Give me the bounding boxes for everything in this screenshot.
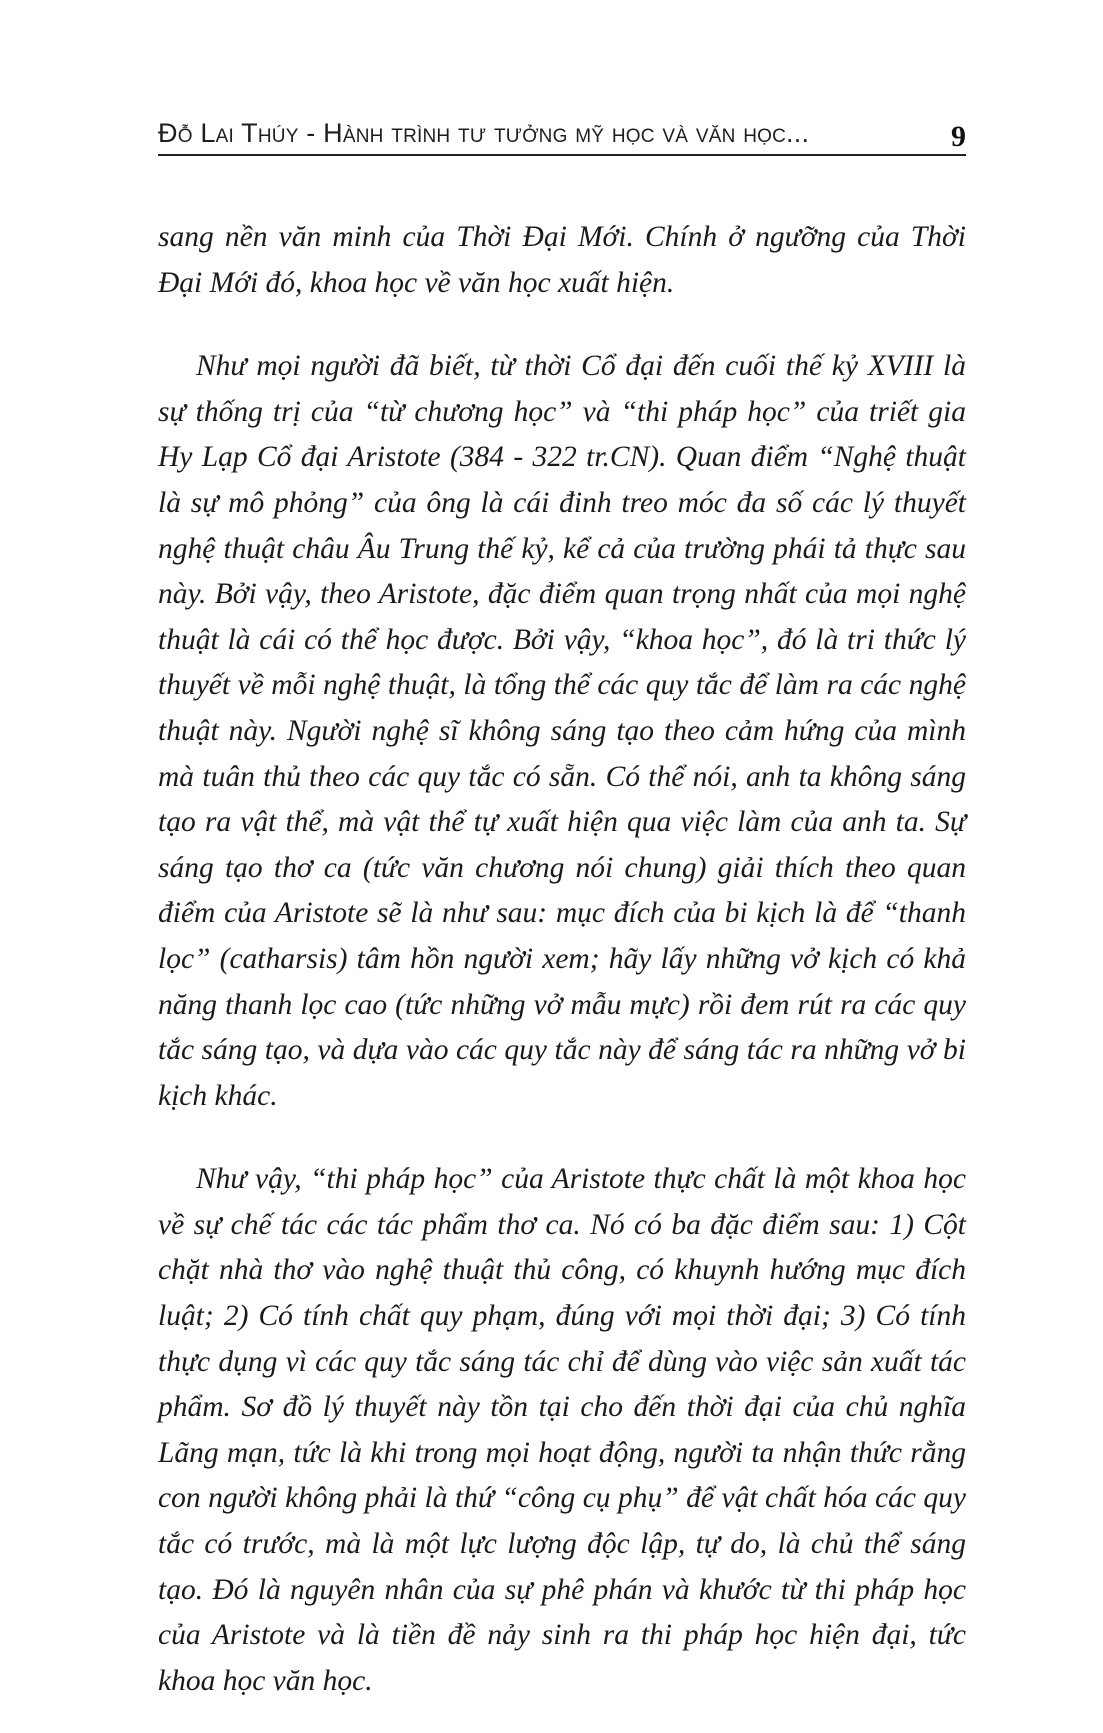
paragraph: Như mọi người đã biết, từ thời Cổ đại đến cuối thế kỷ XVIII là sự thống trị của “từ chương học” và “thi pháp học” của triết gia Hy Lạp Cổ đại Aristote (384 - 322 tr.CN). Quan điểm “Nghệ thuật là sự mô phỏng” của ông là cái đinh treo móc đa số các lý thuyết nghệ thuật châu Âu Trung thế kỷ, kể cả của trường phái tả thực sau này. Bởi vậy, theo Aristote, đặc điểm quan trọng nhất của mọi nghệ thuật là cái có thể học được. Bởi vậy, “khoa học”, đó là tri thức lý thuyết về mỗi nghệ thuật, là tổng thể các quy tắc để làm ra các nghệ thuật này. Người nghệ sĩ không sáng tạo theo cảm hứng của mình mà tuân thủ theo các quy tắc có sẵn. Có thể nói, anh ta không sáng tạo ra vật thể, mà vật thể tự xuất hiện qua việc làm của anh ta. Sự sáng tạo thơ ca (tức văn chương nói chung) giải thích theo quan điểm của Aristote sẽ là như sau: mục đích của bi kịch là để “thanh lọc” (catharsis) tâm hồn người xem; hãy lấy những vở kịch có khả năng thanh lọc cao (tức những vở mẫu mực) rồi đem rút ra các quy tắc sáng tạo, và dựa vào các quy tắc này để sáng tác ra những vở bi kịch khác. — [158, 350, 966, 1112]
header-rule — [158, 154, 966, 156]
paragraph: Như vậy, “thi pháp học” của Aristote thực chất là một khoa học về sự chế tác các tác phẩm thơ ca. Nó có ba đặc điểm sau: 1) Cột chặt nhà thơ vào nghệ thuật thủ công, có khuynh hướng mục đích luật; 2) Có tính chất quy phạm, đúng với mọi thời đại; 3) Có tính thực dụng vì các quy tắc sáng tác chỉ để dùng vào việc sản xuất tác phẩm. Sơ đồ lý thuyết này tồn tại cho đến thời đại của chủ nghĩa Lãng mạn, tức là khi trong mọi hoạt động, người ta nhận thức rằng con người không phải là thứ “công cụ phụ” để vật chất hóa các quy tắc có trước, mà là một lực lượng độc lập, tự do, là chủ thể sáng tạo. Đó là nguyên nhân của sự phê phán và khước từ thi pháp học của Aristote và là tiền đề nảy sinh ra thi pháp học hiện đại, tức khoa học văn học. — [158, 1163, 966, 1697]
page-number: 9 — [951, 120, 966, 153]
paragraph-gap — [158, 1119, 966, 1157]
paragraph-gap — [158, 306, 966, 344]
body-text — [158, 215, 966, 1704]
paragraph-continued: sang nền văn minh của Thời Đại Mới. Chính ở ngưỡng của Thời Đại Mới đó, khoa học về văn học xuất hiện. — [158, 221, 966, 299]
running-header — [158, 110, 966, 156]
running-title: Đỗ Lai Thúy - Hành trình tư tưởng mỹ học và văn học... — [158, 118, 810, 148]
